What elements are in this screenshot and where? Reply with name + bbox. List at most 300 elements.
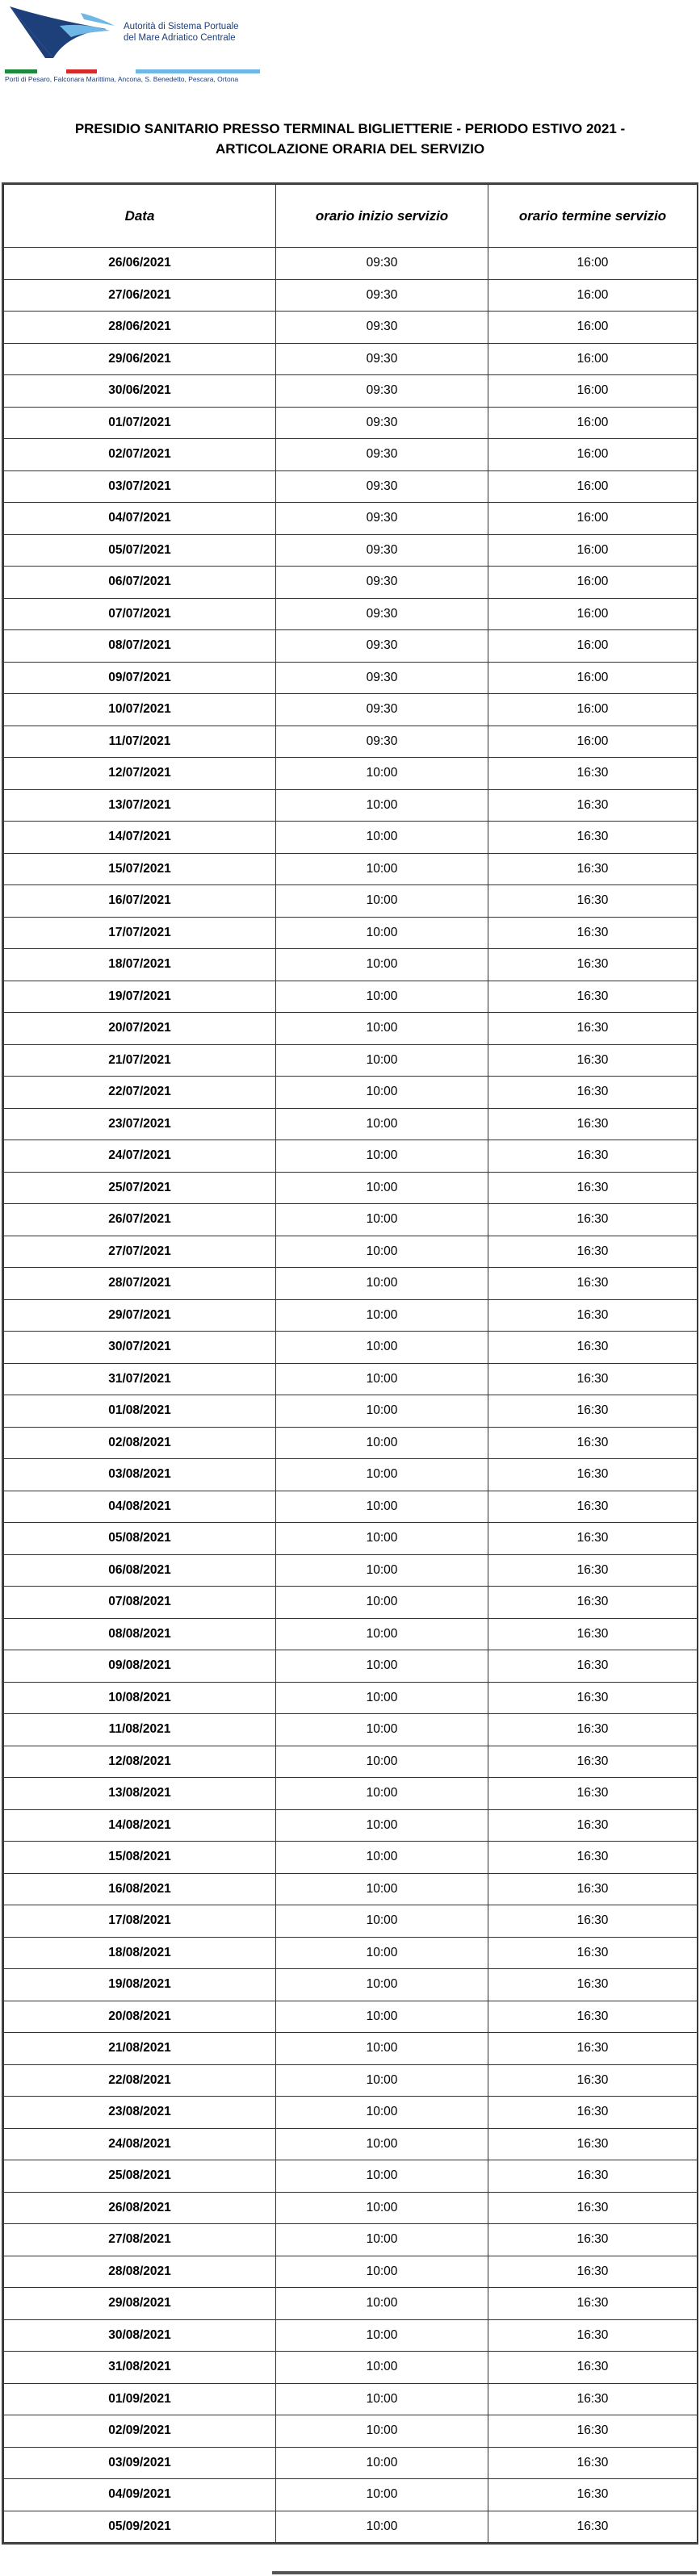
cell-end-time: 16:00 [488,407,698,439]
cell-date: 27/07/2021 [4,1236,276,1268]
cell-end-time: 16:30 [488,1905,698,1938]
cell-start-time: 09:30 [276,439,488,471]
cell-date: 19/07/2021 [4,981,276,1013]
table-row [4,407,698,439]
table-row [4,470,698,503]
cell-end-time: 16:30 [488,2160,698,2193]
cell-end-time: 16:30 [488,2256,698,2288]
table-row [4,726,698,758]
cell-start-time: 10:00 [276,1268,488,1300]
table-row [4,534,698,567]
table-row [4,1778,698,1810]
cell-end-time: 16:30 [488,1714,698,1746]
cell-date: 13/07/2021 [4,789,276,822]
cell-date: 12/08/2021 [4,1746,276,1778]
cell-date: 29/06/2021 [4,343,276,375]
table-row [4,1013,698,1045]
cell-end-time: 16:00 [488,312,698,344]
cell-end-time: 16:30 [488,2128,698,2160]
cell-start-time: 10:00 [276,789,488,822]
cell-end-time: 16:00 [488,375,698,408]
cell-start-time: 09:30 [276,343,488,375]
cell-end-time: 16:30 [488,1873,698,1905]
cell-end-time: 16:30 [488,1554,698,1587]
table-row [4,949,698,981]
cell-date: 24/08/2021 [4,2128,276,2160]
cell-start-time: 09:30 [276,312,488,344]
cell-start-time: 10:00 [276,1969,488,2001]
cell-date: 26/08/2021 [4,2192,276,2224]
cell-date: 06/07/2021 [4,567,276,599]
document-title-line2: ARTICOLAZIONE ORARIA DEL SERVIZIO [215,141,485,157]
table-row [4,2447,698,2479]
cell-date: 22/07/2021 [4,1077,276,1109]
cell-end-time: 16:00 [488,343,698,375]
column-header-date: Data [4,185,276,248]
stripe-white [37,69,66,73]
table-row [4,1395,698,1428]
cell-date: 15/08/2021 [4,1842,276,1874]
cell-start-time: 10:00 [276,2288,488,2320]
cell-end-time: 16:30 [488,1268,698,1300]
cell-date: 18/07/2021 [4,949,276,981]
stripe-green [5,69,37,73]
cell-date: 04/09/2021 [4,2479,276,2511]
cell-date: 24/07/2021 [4,1140,276,1173]
cell-start-time: 10:00 [276,1363,488,1395]
table-row [4,662,698,694]
table-row [4,1204,698,1236]
table-row [4,630,698,663]
table-row [4,375,698,408]
cell-date: 14/07/2021 [4,822,276,854]
document-header [0,0,700,97]
stripe-blue [136,69,260,73]
cell-start-time: 10:00 [276,2256,488,2288]
cell-start-time: 10:00 [276,2415,488,2448]
cell-date: 02/07/2021 [4,439,276,471]
table-row [4,248,698,280]
cell-end-time: 16:30 [488,2288,698,2320]
cell-start-time: 10:00 [276,2224,488,2256]
cell-end-time: 16:30 [488,1044,698,1077]
cell-start-time: 10:00 [276,2479,488,2511]
cell-end-time: 16:30 [488,1140,698,1173]
cell-start-time: 10:00 [276,981,488,1013]
cell-date: 04/08/2021 [4,1491,276,1523]
cell-start-time: 10:00 [276,1299,488,1332]
cell-date: 19/08/2021 [4,1969,276,2001]
organization-name-line1: Autorità di Sistema Portuale [124,22,239,31]
table-row [4,822,698,854]
cell-end-time: 16:00 [488,630,698,663]
cell-end-time: 16:30 [488,885,698,918]
table-row [4,1108,698,1140]
cell-date: 08/07/2021 [4,630,276,663]
table-row [4,789,698,822]
table-row [4,1746,698,1778]
column-header-end-time: orario termine servizio [488,185,698,248]
cell-date: 06/08/2021 [4,1554,276,1587]
ports-list: Porti di Pesaro, Falconara Marittima, Ancona, S. Benedetto, Pescara, Ortona [5,75,239,83]
cell-date: 05/08/2021 [4,1523,276,1555]
stripe-red [66,69,97,73]
cell-date: 07/07/2021 [4,598,276,630]
cell-date: 03/09/2021 [4,2447,276,2479]
cell-end-time: 16:30 [488,981,698,1013]
cell-start-time: 10:00 [276,758,488,790]
cell-start-time: 10:00 [276,822,488,854]
cell-start-time: 10:00 [276,2192,488,2224]
cell-end-time: 16:30 [488,917,698,949]
cell-date: 09/08/2021 [4,1650,276,1683]
table-row [4,1969,698,2001]
cell-date: 23/08/2021 [4,2097,276,2129]
cell-start-time: 10:00 [276,2001,488,2033]
cell-end-time: 16:30 [488,2064,698,2097]
table-row [4,1077,698,1109]
cell-end-time: 16:30 [488,1842,698,1874]
table-row [4,2064,698,2097]
cell-end-time: 16:30 [488,2511,698,2543]
table-row [4,2001,698,2033]
cell-end-time: 16:30 [488,1650,698,1683]
cell-start-time: 10:00 [276,1459,488,1491]
table-row [4,567,698,599]
cell-end-time: 16:30 [488,1204,698,1236]
table-body [4,248,698,2543]
cell-start-time: 09:30 [276,470,488,503]
table-row [4,1140,698,1173]
cell-start-time: 09:30 [276,598,488,630]
cell-start-time: 09:30 [276,694,488,726]
cell-end-time: 16:30 [488,2479,698,2511]
cell-date: 09/07/2021 [4,662,276,694]
cell-start-time: 10:00 [276,1714,488,1746]
cell-end-time: 16:00 [488,248,698,280]
table-row [4,1459,698,1491]
table-row [4,2128,698,2160]
document-title [0,119,700,159]
cell-end-time: 16:30 [488,1427,698,1459]
cell-start-time: 10:00 [276,2097,488,2129]
cell-start-time: 10:00 [276,2447,488,2479]
cell-date: 25/08/2021 [4,2160,276,2193]
cell-date: 28/07/2021 [4,1268,276,1300]
cell-start-time: 10:00 [276,1077,488,1109]
cell-date: 29/08/2021 [4,2288,276,2320]
cell-start-time: 10:00 [276,1937,488,1969]
cell-start-time: 10:00 [276,1140,488,1173]
cell-date: 05/09/2021 [4,2511,276,2543]
table-row [4,2319,698,2352]
table-row [4,1873,698,1905]
table-row [4,1937,698,1969]
table-row [4,1650,698,1683]
cell-date: 31/08/2021 [4,2352,276,2384]
table-row [4,1905,698,1938]
cell-date: 20/07/2021 [4,1013,276,1045]
cell-date: 14/08/2021 [4,1809,276,1842]
table-row [4,981,698,1013]
cell-start-time: 10:00 [276,917,488,949]
table-row [4,1427,698,1459]
cell-start-time: 09:30 [276,248,488,280]
cell-end-time: 16:00 [488,439,698,471]
cell-date: 22/08/2021 [4,2064,276,2097]
table-row [4,694,698,726]
cell-end-time: 16:30 [488,1299,698,1332]
document-title-line1: PRESIDIO SANITARIO PRESSO TERMINAL BIGLIETTERIE - PERIODO ESTIVO 2021 - [74,121,626,136]
cell-end-time: 16:30 [488,1363,698,1395]
cell-end-time: 16:00 [488,662,698,694]
cell-end-time: 16:30 [488,1236,698,1268]
table-row [4,1236,698,1268]
cell-date: 21/08/2021 [4,2033,276,2065]
table-row [4,1587,698,1619]
cell-start-time: 10:00 [276,1108,488,1140]
cell-end-time: 16:30 [488,1778,698,1810]
cell-end-time: 16:30 [488,1013,698,1045]
cell-start-time: 10:00 [276,1778,488,1810]
stripe-gap [97,69,136,73]
cell-end-time: 16:00 [488,534,698,567]
cell-start-time: 10:00 [276,1332,488,1364]
table-row [4,853,698,885]
cell-end-time: 16:30 [488,789,698,822]
cell-date: 21/07/2021 [4,1044,276,1077]
cell-end-time: 16:30 [488,2447,698,2479]
table-row [4,2097,698,2129]
table-row [4,2383,698,2415]
table-row [4,2352,698,2384]
organization-name-line2: del Mare Adriatico Centrale [124,33,236,43]
cell-start-time: 10:00 [276,1044,488,1077]
cell-start-time: 10:00 [276,1842,488,1874]
cell-start-time: 10:00 [276,1554,488,1587]
cell-start-time: 10:00 [276,1013,488,1045]
cell-date: 07/08/2021 [4,1587,276,1619]
cell-end-time: 16:00 [488,503,698,535]
cell-end-time: 16:30 [488,2415,698,2448]
cell-date: 10/07/2021 [4,694,276,726]
cell-start-time: 10:00 [276,1587,488,1619]
cell-start-time: 09:30 [276,503,488,535]
cell-start-time: 09:30 [276,567,488,599]
cell-start-time: 10:00 [276,1491,488,1523]
table-row [4,1554,698,1587]
cell-start-time: 09:30 [276,407,488,439]
table-header-row [4,185,698,248]
table-row [4,503,698,535]
cell-start-time: 10:00 [276,1809,488,1842]
cell-date: 13/08/2021 [4,1778,276,1810]
cell-date: 25/07/2021 [4,1172,276,1204]
table-row [4,917,698,949]
table-row [4,1809,698,1842]
cell-end-time: 16:30 [488,1491,698,1523]
cell-end-time: 16:30 [488,2319,698,2352]
cell-date: 26/06/2021 [4,248,276,280]
table-row [4,2256,698,2288]
cell-end-time: 16:00 [488,470,698,503]
cell-start-time: 10:00 [276,1682,488,1714]
column-header-start-time: orario inizio servizio [276,185,488,248]
cell-end-time: 16:00 [488,726,698,758]
cell-date: 08/08/2021 [4,1618,276,1650]
organization-name [124,21,333,44]
cell-end-time: 16:30 [488,2383,698,2415]
cell-end-time: 16:30 [488,2001,698,2033]
cell-date: 05/07/2021 [4,534,276,567]
cell-start-time: 10:00 [276,2383,488,2415]
table-row [4,343,698,375]
cell-start-time: 10:00 [276,2319,488,2352]
cell-start-time: 10:00 [276,2033,488,2065]
tricolor-stripes [5,69,260,73]
table-row [4,1618,698,1650]
schedule-table [3,184,698,2543]
cell-start-time: 10:00 [276,885,488,918]
schedule-table-frame [2,182,698,2545]
cell-start-time: 10:00 [276,1523,488,1555]
cell-end-time: 16:30 [488,1172,698,1204]
cell-start-time: 10:00 [276,1395,488,1428]
cell-date: 20/08/2021 [4,2001,276,2033]
table-row [4,1268,698,1300]
table-row [4,312,698,344]
cell-start-time: 09:30 [276,375,488,408]
table-row [4,1714,698,1746]
cell-end-time: 16:30 [488,1937,698,1969]
cell-start-time: 10:00 [276,2128,488,2160]
table-row [4,1172,698,1204]
cell-date: 28/08/2021 [4,2256,276,2288]
cell-date: 30/07/2021 [4,1332,276,1364]
table-row [4,1332,698,1364]
cell-end-time: 16:30 [488,2097,698,2129]
cell-start-time: 10:00 [276,2511,488,2543]
cell-start-time: 10:00 [276,1873,488,1905]
cell-end-time: 16:00 [488,567,698,599]
cell-end-time: 16:30 [488,1969,698,2001]
cell-end-time: 16:30 [488,1587,698,1619]
cell-end-time: 16:00 [488,279,698,312]
cell-start-time: 09:30 [276,279,488,312]
cell-start-time: 10:00 [276,1905,488,1938]
table-row [4,1299,698,1332]
cell-date: 02/09/2021 [4,2415,276,2448]
cell-date: 16/07/2021 [4,885,276,918]
cell-end-time: 16:30 [488,1395,698,1428]
cell-date: 30/08/2021 [4,2319,276,2352]
cell-end-time: 16:30 [488,2192,698,2224]
cell-start-time: 10:00 [276,1204,488,1236]
cell-date: 01/07/2021 [4,407,276,439]
cell-start-time: 10:00 [276,2352,488,2384]
cell-start-time: 09:30 [276,630,488,663]
cell-date: 29/07/2021 [4,1299,276,1332]
table-row [4,2224,698,2256]
cell-date: 28/06/2021 [4,312,276,344]
cell-end-time: 16:30 [488,2352,698,2384]
cell-end-time: 16:30 [488,1618,698,1650]
cell-start-time: 10:00 [276,1746,488,1778]
cell-date: 31/07/2021 [4,1363,276,1395]
table-row [4,1491,698,1523]
table-row [4,1363,698,1395]
cell-date: 18/08/2021 [4,1937,276,1969]
cell-end-time: 16:30 [488,1332,698,1364]
cell-start-time: 09:30 [276,534,488,567]
cell-end-time: 16:30 [488,949,698,981]
cell-date: 12/07/2021 [4,758,276,790]
cell-start-time: 10:00 [276,1618,488,1650]
cell-start-time: 10:00 [276,2064,488,2097]
cell-start-time: 10:00 [276,1172,488,1204]
cell-start-time: 09:30 [276,662,488,694]
table-row [4,1523,698,1555]
cell-end-time: 16:30 [488,1108,698,1140]
cell-date: 17/07/2021 [4,917,276,949]
table-row [4,279,698,312]
cell-end-time: 16:30 [488,2224,698,2256]
cell-end-time: 16:00 [488,598,698,630]
cell-start-time: 10:00 [276,1236,488,1268]
cell-start-time: 10:00 [276,949,488,981]
cell-end-time: 16:30 [488,822,698,854]
table-row [4,439,698,471]
cell-date: 02/08/2021 [4,1427,276,1459]
cell-start-time: 10:00 [276,1650,488,1683]
cell-end-time: 16:30 [488,853,698,885]
cell-date: 04/07/2021 [4,503,276,535]
cell-date: 27/06/2021 [4,279,276,312]
cell-end-time: 16:30 [488,1746,698,1778]
table-row [4,2511,698,2543]
table-row [4,2288,698,2320]
cell-end-time: 16:30 [488,758,698,790]
cell-start-time: 10:00 [276,2160,488,2193]
cell-end-time: 16:30 [488,1523,698,1555]
table-row [4,2192,698,2224]
port-authority-logo [3,2,116,66]
cell-date: 10/08/2021 [4,1682,276,1714]
cell-date: 01/08/2021 [4,1395,276,1428]
table-row [4,1682,698,1714]
table-row [4,2033,698,2065]
cell-end-time: 16:30 [488,1809,698,1842]
cell-end-time: 16:00 [488,694,698,726]
cell-start-time: 09:30 [276,726,488,758]
cell-date: 01/09/2021 [4,2383,276,2415]
table-row [4,2160,698,2193]
cell-date: 11/07/2021 [4,726,276,758]
cell-date: 23/07/2021 [4,1108,276,1140]
table-row [4,885,698,918]
cell-date: 11/08/2021 [4,1714,276,1746]
table-row [4,598,698,630]
table-row [4,2479,698,2511]
cell-date: 30/06/2021 [4,375,276,408]
cell-date: 27/08/2021 [4,2224,276,2256]
cell-start-time: 10:00 [276,853,488,885]
cell-date: 16/08/2021 [4,1873,276,1905]
table-row [4,1044,698,1077]
cell-date: 17/08/2021 [4,1905,276,1938]
cell-end-time: 16:30 [488,2033,698,2065]
cell-date: 15/07/2021 [4,853,276,885]
